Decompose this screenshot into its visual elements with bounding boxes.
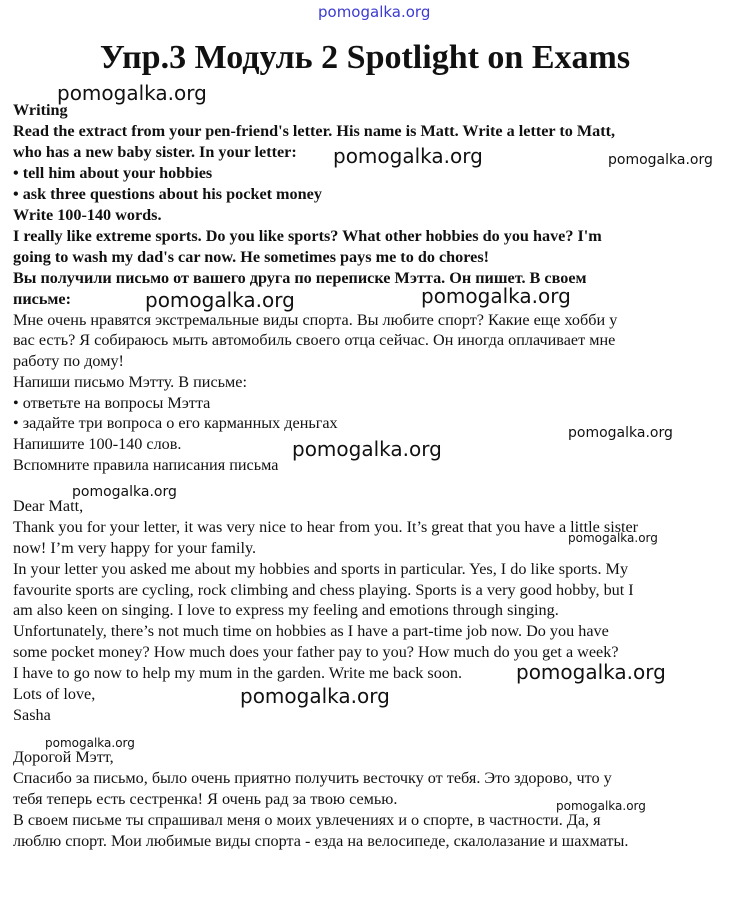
watermark: pomogalka.org	[45, 736, 135, 750]
letter-ru-line: Спасибо за письмо, было очень приятно получить весточку от тебя. Это здорово, что у	[13, 769, 612, 787]
watermark: pomogalka.org	[333, 144, 483, 168]
watermark: pomogalka.org	[57, 81, 207, 105]
watermark: pomogalka.org	[72, 484, 177, 500]
extract-line: going to wash my dad's car now. He sometimes pays me to do chores!	[13, 248, 490, 266]
letter-en-line: I have to go now to help my mum in the garden. Write me back soon.	[13, 664, 463, 682]
extract-line: I really like extreme sports. Do you like sports? What other hobbies do you have? I'm	[13, 227, 602, 245]
letter-en-line: Unfortunately, there’s not much time on hobbies as I have a part-time job now. Do you have	[13, 622, 609, 640]
watermark: pomogalka.org	[608, 152, 713, 168]
letter-en-line: some pocket money? How much does your father pay to you? How much do you get a week?	[13, 643, 619, 661]
watermark: pomogalka.org	[292, 437, 442, 461]
letter-en-greeting: Dear Matt,	[13, 497, 84, 515]
ru-extract-line: работу по дому!	[13, 352, 124, 370]
task-instruction-line: Read the extract from your pen-friend's letter. His name is Matt. Write a letter to Matt,	[13, 122, 616, 140]
watermark: pomogalka.org	[568, 531, 658, 545]
task-instruction-line: • tell him about your hobbies	[13, 164, 213, 182]
letter-en-line: am also keen on singing. I love to express my feeling and emotions through singing.	[13, 601, 559, 619]
letter-en-line: Thank you for your letter, it was very nice to hear from you. It’s great that you have a little sister	[13, 518, 639, 536]
task-heading: Writing	[13, 101, 68, 119]
task-instruction-line: • ask three questions about his pocket money	[13, 185, 322, 203]
watermark: pomogalka.org	[145, 288, 295, 312]
letter-ru-line: люблю спорт. Мои любимые виды спорта - езда на велосипеде, скалолазание и шахматы.	[13, 832, 629, 850]
ru-instruction-line: Напиши письмо Мэтту. В письме:	[13, 373, 247, 391]
letter-ru-greeting: Дорогой Мэтт,	[13, 748, 114, 766]
watermark: pomogalka.org	[240, 684, 390, 708]
watermark: pomogalka.org	[516, 660, 666, 684]
ru-extract-line: Мне очень нравятся экстремальные виды спорта. Вы любите спорт? Какие еще хобби у	[13, 311, 618, 329]
watermark: pomogalka.org	[568, 425, 673, 441]
ru-intro-line: Вы получили письмо от вашего друга по переписке Мэтта. Он пишет. В своем	[13, 269, 587, 287]
ru-instruction-line: Вспомните правила написания письма	[13, 456, 279, 474]
page-title: Упр.3 Модуль 2 Spotlight on Exams	[99, 39, 631, 76]
task-instruction-line: Write 100-140 words.	[13, 206, 162, 224]
letter-ru-line: В своем письме ты спрашивал меня о моих увлечениях и о спорте, в частности. Да, я	[13, 811, 601, 829]
letter-en-signature: Sasha	[13, 706, 51, 724]
ru-instruction-line: • ответьте на вопросы Мэтта	[13, 394, 211, 412]
letter-en-line: now! I’m very happy for your family.	[13, 539, 257, 557]
watermark: pomogalka.org	[318, 3, 431, 21]
ru-instruction-line: Напишите 100-140 слов.	[13, 435, 182, 453]
ru-intro-line: письме:	[13, 290, 71, 308]
letter-ru-line: тебя теперь есть сестренка! Я очень рад за твою семью.	[13, 790, 398, 808]
ru-extract-line: вас есть? Я собираюсь мыть автомобиль своего отца сейчас. Он иногда оплачивает мне	[13, 331, 616, 349]
letter-en-closing: Lots of love,	[13, 685, 96, 703]
watermark: pomogalka.org	[556, 799, 646, 813]
ru-instruction-line: • задайте три вопроса о его карманных деньгах	[13, 414, 338, 432]
watermark: pomogalka.org	[421, 284, 571, 308]
task-instruction-line: who has a new baby sister. In your letter:	[13, 143, 297, 161]
letter-en-line: favourite sports are cycling, rock climbing and chess playing. Sports is a very good hobby, but I	[13, 581, 634, 599]
letter-en-line: In your letter you asked me about my hobbies and sports in particular. Yes, I do like sports. My	[13, 560, 629, 578]
